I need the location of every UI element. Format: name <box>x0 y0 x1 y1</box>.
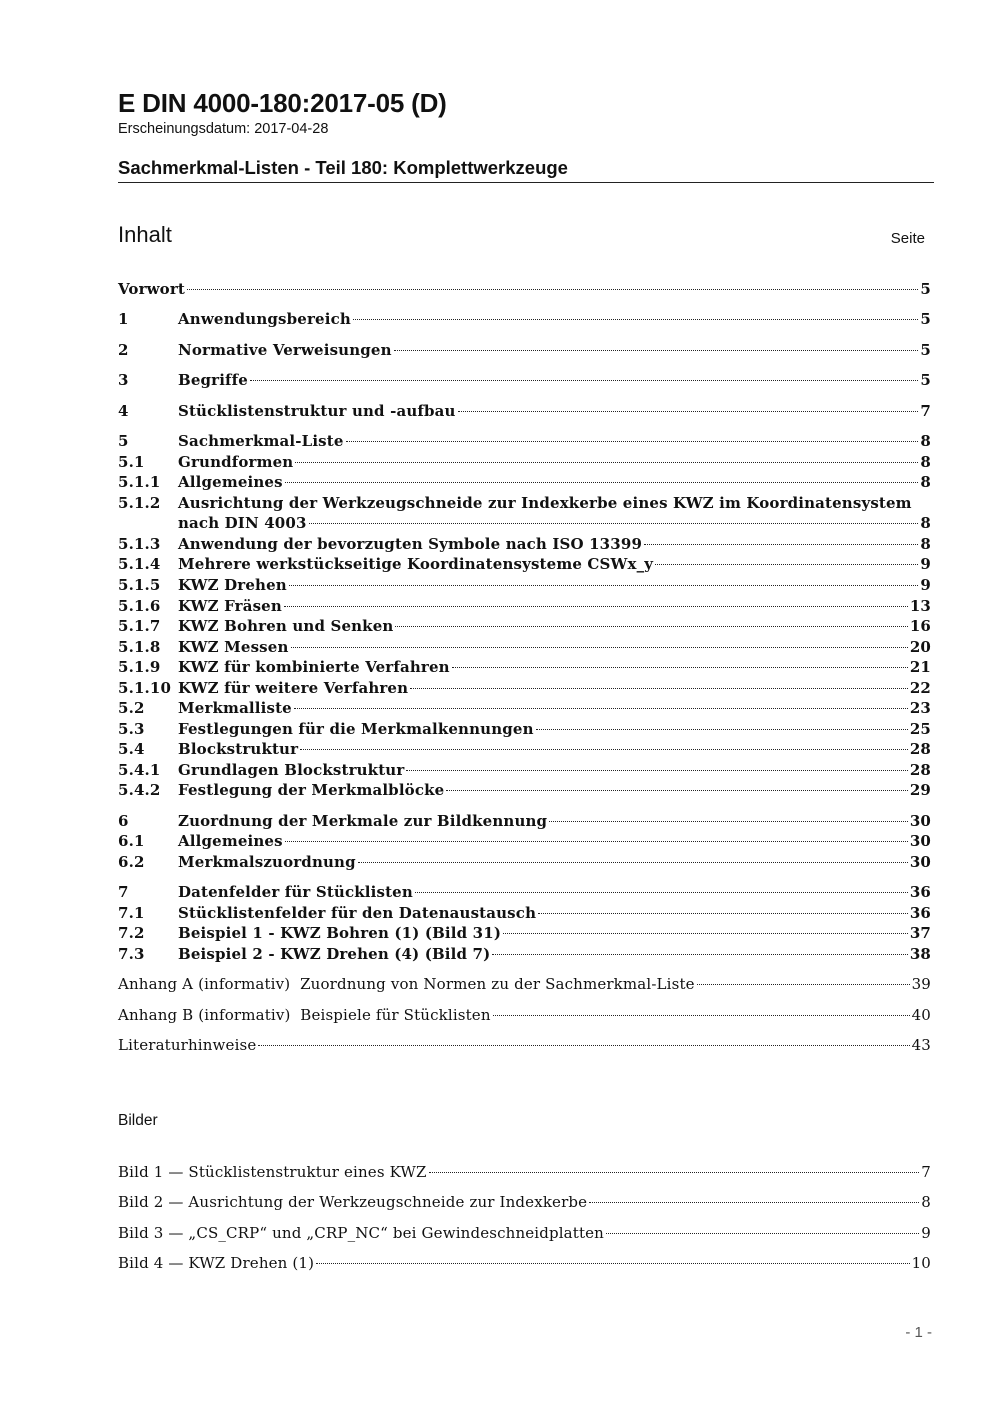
toc-leader-dots <box>606 1233 919 1234</box>
publication-date: Erscheinungsdatum: 2017-04-28 <box>118 121 329 137</box>
toc-entry-page: 5 <box>920 371 931 389</box>
toc-entry-title: Zuordnung der Merkmale zur Bildkennung <box>178 812 548 830</box>
toc-entry-title: Allgemeines <box>178 832 283 850</box>
toc-leader-dots <box>458 411 919 412</box>
toc-entry-number: 7 <box>118 883 129 901</box>
toc-entry[interactable] <box>118 555 931 575</box>
figure-entry[interactable] <box>118 1224 931 1244</box>
toc-entry-number: 5.1.2 <box>118 494 161 512</box>
toc-entry-page: 29 <box>909 781 931 799</box>
toc-entry-page: 9 <box>920 576 931 594</box>
toc-leader-dots <box>258 1045 909 1046</box>
toc-entry-number: 5.4 <box>118 740 145 758</box>
toc-entry[interactable] <box>118 402 931 422</box>
toc-entry-title-continued: nach DIN 4003 <box>178 514 307 532</box>
toc-entry-title: Begriffe <box>178 371 248 389</box>
toc-entry-title: KWZ für kombinierte Verfahren <box>178 658 450 676</box>
toc-entry-number: 3 <box>118 371 129 389</box>
toc-leader-dots <box>452 667 908 668</box>
toc-entry[interactable] <box>118 761 931 781</box>
toc-heading: Inhalt <box>118 222 172 247</box>
toc-leader-dots <box>316 1263 910 1264</box>
toc-entry-number: 5.1.1 <box>118 473 161 491</box>
figure-entry-page: 9 <box>921 1224 931 1242</box>
toc-entry-page: 36 <box>909 883 931 901</box>
toc-entry[interactable] <box>118 341 931 361</box>
toc-entry-page: 30 <box>909 832 931 850</box>
toc-entry-title: Stücklistenstruktur und -aufbau <box>178 402 456 420</box>
toc-leader-dots <box>294 708 908 709</box>
toc-entry-title: KWZ für weitere Verfahren <box>178 679 409 697</box>
toc-entry[interactable] <box>118 883 931 903</box>
toc-leader-dots <box>309 523 919 524</box>
toc-entry-title: Grundformen <box>178 453 294 471</box>
toc-entry-page: 43 <box>911 1036 931 1054</box>
toc-leader-dots <box>291 647 908 648</box>
toc-entry-number: 5.1 <box>118 453 145 471</box>
toc-annex-entry[interactable] <box>118 975 931 995</box>
toc-entry-page: 5 <box>920 310 931 328</box>
page-number: - 1 - <box>905 1324 932 1341</box>
toc-leader-dots <box>655 564 918 565</box>
toc-entry-number: 5.1.6 <box>118 597 161 615</box>
toc-entry-title: Anwendung der bevorzugten Symbole nach ISO 13399 <box>178 535 643 553</box>
toc-entry[interactable] <box>118 432 931 452</box>
toc-entry-title <box>118 975 695 993</box>
toc-entry[interactable] <box>118 617 931 637</box>
toc-entry-title: Grundlagen Blockstruktur <box>178 761 405 779</box>
toc-leader-dots <box>549 821 908 822</box>
toc-leader-dots <box>358 862 908 863</box>
toc-leader-dots <box>289 585 919 586</box>
toc-entry-page: 7 <box>920 402 931 420</box>
toc-leader-dots <box>410 688 908 689</box>
toc-leader-dots <box>538 913 908 914</box>
toc-entry-title: KWZ Fräsen <box>178 597 282 615</box>
toc-entry-number: 5.3 <box>118 720 145 738</box>
toc-leader-dots <box>406 770 907 771</box>
title-divider <box>118 182 934 183</box>
toc-leader-dots <box>295 462 918 463</box>
toc-annex-entry[interactable] <box>118 1006 931 1026</box>
toc-entry-page: 25 <box>909 720 931 738</box>
toc-entry[interactable] <box>118 904 931 924</box>
toc-leader-dots <box>503 933 908 934</box>
toc-entry-number: 7.3 <box>118 945 145 963</box>
toc-leader-dots <box>429 1172 920 1173</box>
toc-leader-dots <box>589 1202 919 1203</box>
toc-entry-title <box>118 1006 491 1024</box>
figure-entry-title: Bild 3 — „CS_CRP“ und „CRP_NC“ bei Gewindeschneidplatten <box>118 1224 604 1242</box>
figure-entry-page: 10 <box>911 1254 931 1272</box>
toc-entry-page: 36 <box>909 904 931 922</box>
toc-leader-dots <box>697 984 910 985</box>
toc-entry-number: 5.1.7 <box>118 617 161 635</box>
toc-entry[interactable] <box>118 679 931 699</box>
figure-entry-title: Bild 2 — Ausrichtung der Werkzeugschneide zur Indexkerbe <box>118 1193 588 1211</box>
toc-entry[interactable] <box>118 853 931 873</box>
toc-entry[interactable] <box>118 535 931 555</box>
toc-entry[interactable] <box>118 740 931 760</box>
toc-leader-dots <box>492 954 907 955</box>
toc-entry-number: 5.2 <box>118 699 145 717</box>
toc-leader-dots <box>395 626 907 627</box>
toc-leader-dots <box>285 841 908 842</box>
toc-entry-page: 22 <box>909 679 931 697</box>
toc-entry[interactable] <box>118 473 931 493</box>
toc-leader-dots <box>536 729 908 730</box>
toc-entry-page: 39 <box>911 975 931 993</box>
toc-annex-label: Anhang A (informativ) <box>118 975 291 993</box>
toc-entry-title: Ausrichtung der Werkzeugschneide zur Indexkerbe eines KWZ im Koordinatensystem <box>178 494 912 512</box>
toc-entry-page: 9 <box>920 555 931 573</box>
toc-entry-page: 8 <box>920 473 931 491</box>
toc-entry-number: 7.2 <box>118 924 145 942</box>
toc-entry-page: 8 <box>920 535 931 553</box>
toc-annex-title: Zuordnung von Normen zu der Sachmerkmal-Liste <box>300 975 695 993</box>
toc-entry[interactable] <box>118 453 931 473</box>
toc-entry-number: 5 <box>118 432 129 450</box>
toc-entry-title: Literaturhinweise <box>118 1036 257 1054</box>
toc-leader-dots <box>446 790 907 791</box>
toc-entry[interactable] <box>118 812 931 832</box>
toc-entry[interactable] <box>118 924 931 944</box>
page-column-label: Seite <box>890 230 925 247</box>
toc-entry-page: 28 <box>909 740 931 758</box>
figure-entry[interactable] <box>118 1254 931 1274</box>
toc-entry[interactable] <box>118 371 931 391</box>
figure-entry-title: Bild 4 — KWZ Drehen (1) <box>118 1254 315 1272</box>
toc-leader-dots <box>346 441 919 442</box>
toc-entry[interactable] <box>118 638 931 658</box>
toc-entry-title: Sachmerkmal-Liste <box>178 432 344 450</box>
toc-entry-title: KWZ Drehen <box>178 576 287 594</box>
toc-entry-number: 5.4.1 <box>118 761 161 779</box>
toc-entry-continuation[interactable] <box>118 514 931 534</box>
toc-entry-number: 6.2 <box>118 853 145 871</box>
toc-entry-number: 1 <box>118 310 129 328</box>
toc-entry-number: 5.1.4 <box>118 555 161 573</box>
toc-leader-dots <box>285 482 919 483</box>
figure-entry-page: 8 <box>921 1193 931 1211</box>
toc-entry[interactable] <box>118 781 931 801</box>
toc-entry-number: 4 <box>118 402 129 420</box>
toc-entry-page: 16 <box>909 617 931 635</box>
toc-entry-page: 8 <box>920 453 931 471</box>
toc-entry[interactable] <box>118 280 931 300</box>
toc-entry-number: 2 <box>118 341 129 359</box>
toc-entry-title: Beispiel 2 - KWZ Drehen (4) (Bild 7) <box>178 945 491 963</box>
toc-entry-page: 37 <box>909 924 931 942</box>
toc-leader-dots <box>415 892 908 893</box>
toc-entry[interactable] <box>118 699 931 719</box>
toc-entry-title: Allgemeines <box>178 473 283 491</box>
toc-leader-dots <box>250 380 918 381</box>
toc-entry-number: 5.4.2 <box>118 781 161 799</box>
toc-entry[interactable] <box>118 310 931 330</box>
toc-entry-title: KWZ Messen <box>178 638 289 656</box>
figure-entry[interactable] <box>118 1193 931 1213</box>
toc-entry-title: Merkmalliste <box>178 699 292 717</box>
toc-entry-page: 30 <box>909 812 931 830</box>
toc-entry-title: Festlegungen für die Merkmalkennungen <box>178 720 534 738</box>
toc-entry-number: 5.1.5 <box>118 576 161 594</box>
toc-entry-number: 7.1 <box>118 904 145 922</box>
toc-entry[interactable] <box>118 658 931 678</box>
toc-entry[interactable] <box>118 1036 931 1056</box>
toc-entry-title: Stücklistenfelder für den Datenaustausch <box>178 904 537 922</box>
toc-entry-page: 30 <box>909 853 931 871</box>
toc-leader-dots <box>644 544 918 545</box>
toc-entry-title: Anwendungsbereich <box>178 310 351 328</box>
figures-heading: Bilder <box>118 1112 158 1129</box>
toc-entry-number: 6.1 <box>118 832 145 850</box>
toc-entry[interactable] <box>118 597 931 617</box>
toc-leader-dots <box>394 350 919 351</box>
toc-entry-title: Blockstruktur <box>178 740 299 758</box>
toc-entry-number: 5.1.9 <box>118 658 161 676</box>
figure-entry-page: 7 <box>921 1163 931 1181</box>
toc-entry-number: 5.1.8 <box>118 638 161 656</box>
toc-entry-title: Vorwort <box>118 280 185 298</box>
toc-leader-dots <box>353 319 919 320</box>
document-title: E DIN 4000-180:2017-05 (D) <box>118 88 447 118</box>
document-subtitle: Sachmerkmal-Listen - Teil 180: Komplettwerkzeuge <box>118 157 568 178</box>
toc-entry-title: Normative Verweisungen <box>178 341 392 359</box>
toc-entry[interactable] <box>118 945 931 965</box>
toc-entry[interactable] <box>118 494 931 514</box>
figure-entry[interactable] <box>118 1163 931 1183</box>
toc-leader-dots <box>300 749 908 750</box>
toc-leader-dots <box>284 606 908 607</box>
toc-entry-title: Merkmalszuordnung <box>178 853 356 871</box>
toc-entry-page: 23 <box>909 699 931 717</box>
toc-entry-page: 21 <box>909 658 931 676</box>
toc-annex-label: Anhang B (informativ) <box>118 1006 291 1024</box>
toc-entry[interactable] <box>118 576 931 596</box>
toc-leader-dots <box>187 289 918 290</box>
toc-entry-page: 38 <box>909 945 931 963</box>
toc-entry[interactable] <box>118 832 931 852</box>
toc-entry-number: 5.1.10 <box>118 679 172 697</box>
toc-entry-page: 8 <box>920 514 931 532</box>
toc-entry-number: 5.1.3 <box>118 535 161 553</box>
toc-entry[interactable] <box>118 720 931 740</box>
toc-entry-page: 28 <box>909 761 931 779</box>
toc-entry-page: 13 <box>909 597 931 615</box>
toc-entry-page: 5 <box>920 341 931 359</box>
toc-entry-title: Festlegung der Merkmalblöcke <box>178 781 445 799</box>
toc-entry-title: KWZ Bohren und Senken <box>178 617 394 635</box>
toc-entry-title: Datenfelder für Stücklisten <box>178 883 413 901</box>
toc-leader-dots <box>493 1015 910 1016</box>
toc-entry-title: Mehrere werkstückseitige Koordinatensysteme CSWx_y <box>178 555 654 573</box>
figure-entry-title: Bild 1 — Stücklistenstruktur eines KWZ <box>118 1163 427 1181</box>
toc-entry-title: Beispiel 1 - KWZ Bohren (1) (Bild 31) <box>178 924 502 942</box>
toc-entry-page: 5 <box>920 280 931 298</box>
toc-entry-page: 40 <box>911 1006 931 1024</box>
toc-entry-page: 20 <box>909 638 931 656</box>
toc-entry-number: 6 <box>118 812 129 830</box>
toc-annex-title: Beispiele für Stücklisten <box>300 1006 491 1024</box>
toc-entry-page: 8 <box>920 432 931 450</box>
